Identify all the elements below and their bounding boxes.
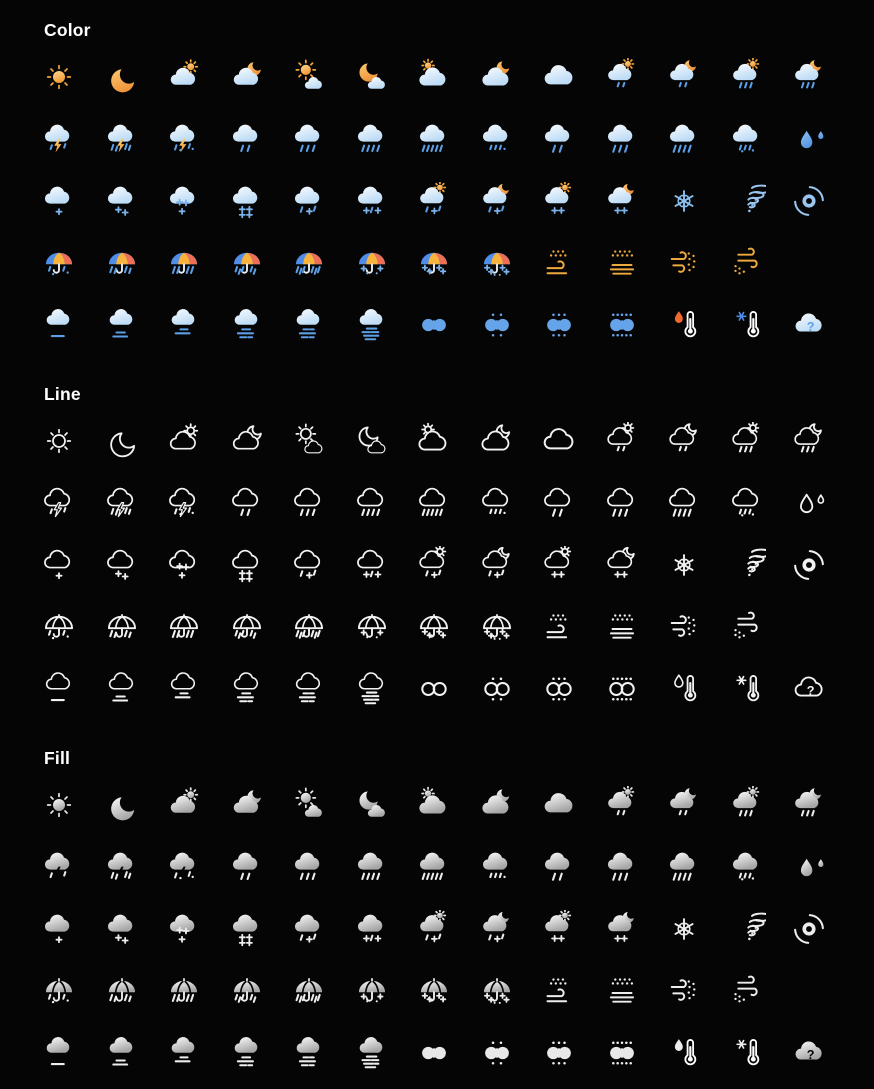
icon-grid-line: [28, 410, 874, 720]
icon-rain-fill[interactable]: [278, 836, 341, 898]
icon-moon-fill[interactable]: [91, 774, 154, 836]
icon-wind-line[interactable]: [716, 596, 779, 658]
icon-rain-night-fill[interactable]: [778, 774, 841, 836]
empty-cell: [778, 596, 841, 658]
icon-dust-storm-fill[interactable]: [591, 960, 654, 1022]
icon-umbrella-snow-heavy-color[interactable]: [466, 232, 529, 294]
icon-smog-line[interactable]: [341, 658, 404, 720]
icon-showers-light-fill[interactable]: [466, 836, 529, 898]
icon-rain-extreme-color[interactable]: [403, 108, 466, 170]
icon-sleet-night-fill[interactable]: [466, 898, 529, 960]
icon-showers-line[interactable]: [528, 472, 591, 534]
icon-umbrella-snow-fill[interactable]: [403, 960, 466, 1022]
icon-umbrella-snow-light-line[interactable]: [341, 596, 404, 658]
icon-haze-fill[interactable]: [216, 1022, 279, 1084]
icon-thunderstorm-hail-color[interactable]: [153, 108, 216, 170]
icon-umbrella-rain-line[interactable]: [91, 596, 154, 658]
icon-partly-cloudy-night-line[interactable]: [216, 410, 279, 472]
icon-smog-color[interactable]: [341, 294, 404, 356]
icon-hurricane-line[interactable]: [778, 534, 841, 596]
icon-rain-heavy-line[interactable]: [341, 472, 404, 534]
icon-umbrella-rain-light-fill[interactable]: [28, 960, 91, 1022]
icon-umbrella-downpour-line[interactable]: [216, 596, 279, 658]
section-line: [28, 382, 874, 720]
icon-weather-unknown-line[interactable]: [778, 658, 841, 720]
icon-fog-day-line[interactable]: [153, 658, 216, 720]
icon-showers-color[interactable]: [528, 108, 591, 170]
icon-showers-light-color[interactable]: [466, 108, 529, 170]
icon-overcast-day-color[interactable]: [403, 46, 466, 108]
icon-sleet-day-fill[interactable]: [403, 898, 466, 960]
icon-snow-day-fill[interactable]: [528, 898, 591, 960]
icon-partly-cloudy-night-fill[interactable]: [216, 774, 279, 836]
icon-drizzle-day-color[interactable]: [591, 46, 654, 108]
icon-grid-fill: [28, 774, 874, 1084]
icon-rain-snow-line[interactable]: [278, 534, 341, 596]
icon-snow-rain-fill[interactable]: [341, 898, 404, 960]
icon-rain-heavy-color[interactable]: [341, 108, 404, 170]
icon-mostly-clear-night-fill[interactable]: [341, 774, 404, 836]
icon-umbrella-snow-heavy-line[interactable]: [466, 596, 529, 658]
icon-blowing-snow-color[interactable]: [653, 232, 716, 294]
icon-thermometer-hot-fill[interactable]: [653, 1022, 716, 1084]
icon-downpour-fill[interactable]: [653, 836, 716, 898]
icon-snow-heavy-fill[interactable]: [153, 898, 216, 960]
icon-overcast-night-fill[interactable]: [466, 774, 529, 836]
icon-snow-line[interactable]: [91, 534, 154, 596]
icon-fog-light-color[interactable]: [28, 294, 91, 356]
icon-tornado-line[interactable]: [716, 534, 779, 596]
svg-text:?: ?: [806, 683, 815, 698]
icon-snowflake-color[interactable]: [653, 170, 716, 232]
icon-wind-fill[interactable]: [716, 960, 779, 1022]
icon-frost-heavy-color[interactable]: [591, 294, 654, 356]
icon-mist-line[interactable]: [278, 658, 341, 720]
icon-raindrops-color[interactable]: [778, 108, 841, 170]
icon-umbrella-snow-color[interactable]: [403, 232, 466, 294]
icon-partly-cloudy-day-line[interactable]: [153, 410, 216, 472]
icon-fog-light-fill[interactable]: [28, 1022, 91, 1084]
icon-frost-heavy-fill[interactable]: [591, 1022, 654, 1084]
icon-blowing-snow-line[interactable]: [653, 596, 716, 658]
icon-tornado-color[interactable]: [716, 170, 779, 232]
icon-mostly-clear-night-line[interactable]: [341, 410, 404, 472]
icon-moon-color[interactable]: [91, 46, 154, 108]
icon-snow-light-line[interactable]: [28, 534, 91, 596]
icon-partly-cloudy-day-fill[interactable]: [153, 774, 216, 836]
icon-hurricane-fill[interactable]: [778, 898, 841, 960]
icon-sleet-day-line[interactable]: [403, 534, 466, 596]
icon-showers-light-line[interactable]: [466, 472, 529, 534]
icon-rain-night-color[interactable]: [778, 46, 841, 108]
icon-thunderstorm-rain-color[interactable]: [91, 108, 154, 170]
icon-sun-line[interactable]: [28, 410, 91, 472]
icon-snow-color[interactable]: [91, 170, 154, 232]
icon-drizzle-fill[interactable]: [716, 836, 779, 898]
icon-partly-cloudy-day-color[interactable]: [153, 46, 216, 108]
icon-snow-day-line[interactable]: [528, 534, 591, 596]
icon-mostly-sunny-fill[interactable]: [278, 774, 341, 836]
icon-dust-storm-line[interactable]: [591, 596, 654, 658]
icon-showers-heavy-color[interactable]: [591, 108, 654, 170]
icon-thunderstorm-rain-line[interactable]: [91, 472, 154, 534]
icon-frost-line[interactable]: [528, 658, 591, 720]
icon-thermometer-cold-color[interactable]: [716, 294, 779, 356]
icon-thunderstorm-color[interactable]: [28, 108, 91, 170]
section-title-line: Line: [44, 384, 81, 404]
icon-snow-night-fill[interactable]: [591, 898, 654, 960]
icon-haze-color[interactable]: [216, 294, 279, 356]
icon-rain-day-line[interactable]: [716, 410, 779, 472]
icon-mostly-clear-night-color[interactable]: [341, 46, 404, 108]
icon-snow-rain-color[interactable]: [341, 170, 404, 232]
icon-thermometer-hot-line[interactable]: [653, 658, 716, 720]
icon-overcast-night-color[interactable]: [466, 46, 529, 108]
icon-umbrella-snow-light-color[interactable]: [341, 232, 404, 294]
icon-showers-heavy-fill[interactable]: [591, 836, 654, 898]
icon-thermometer-cold-fill[interactable]: [716, 1022, 779, 1084]
icon-rain-night-line[interactable]: [778, 410, 841, 472]
icon-fog-light-line[interactable]: [28, 658, 91, 720]
icon-fog-line[interactable]: [91, 658, 154, 720]
icon-drizzle-day-line[interactable]: [591, 410, 654, 472]
icon-snow-night-line[interactable]: [591, 534, 654, 596]
icon-umbrella-snow-heavy-fill[interactable]: [466, 960, 529, 1022]
svg-text:?: ?: [806, 1047, 815, 1062]
icon-umbrella-rain-heavy-fill[interactable]: [153, 960, 216, 1022]
icon-blowing-dust-color[interactable]: [528, 232, 591, 294]
icon-snow-light-color[interactable]: [28, 170, 91, 232]
icon-cloudy-fill[interactable]: [528, 774, 591, 836]
icon-dust-storm-color[interactable]: [591, 232, 654, 294]
icon-snow-extreme-color[interactable]: [216, 170, 279, 232]
icon-thunderstorm-hail-fill[interactable]: [153, 836, 216, 898]
icon-snow-night-color[interactable]: [591, 170, 654, 232]
icon-snow-heavy-color[interactable]: [153, 170, 216, 232]
icon-blowing-dust-fill[interactable]: [528, 960, 591, 1022]
icon-drizzle-line[interactable]: [716, 472, 779, 534]
icon-umbrella-rain-heavy-line[interactable]: [153, 596, 216, 658]
icon-hurricane-color[interactable]: [778, 170, 841, 232]
icon-rain-extreme-line[interactable]: [403, 472, 466, 534]
icon-fog-color[interactable]: [91, 294, 154, 356]
icon-rain-day-fill[interactable]: [716, 774, 779, 836]
icon-umbrella-rain-heavy-color[interactable]: [153, 232, 216, 294]
icon-umbrella-downpour-color[interactable]: [216, 232, 279, 294]
icon-overcast-day-line[interactable]: [403, 410, 466, 472]
section-color: [28, 18, 874, 356]
icon-mostly-sunny-line[interactable]: [278, 410, 341, 472]
icon-downpour-line[interactable]: [653, 472, 716, 534]
icon-moon-line[interactable]: [91, 410, 154, 472]
icon-showers-fill[interactable]: [528, 836, 591, 898]
icon-raindrops-line[interactable]: [778, 472, 841, 534]
icon-cloudy-line[interactable]: [528, 410, 591, 472]
icon-showers-heavy-line[interactable]: [591, 472, 654, 534]
icon-thunderstorm-fill[interactable]: [28, 836, 91, 898]
icon-snow-day-color[interactable]: [528, 170, 591, 232]
icon-wind-color[interactable]: [716, 232, 779, 294]
icon-downpour-color[interactable]: [653, 108, 716, 170]
section-title-fill: Fill: [44, 748, 71, 768]
icon-umbrella-snow-light-fill[interactable]: [341, 960, 404, 1022]
icon-snow-light-fill[interactable]: [28, 898, 91, 960]
icon-fog-day-fill[interactable]: [153, 1022, 216, 1084]
icon-thermometer-hot-color[interactable]: [653, 294, 716, 356]
icon-umbrella-rain-light-line[interactable]: [28, 596, 91, 658]
icon-snowflake-fill[interactable]: [653, 898, 716, 960]
icon-snowflake-line[interactable]: [653, 534, 716, 596]
icon-blowing-snow-fill[interactable]: [653, 960, 716, 1022]
icon-snow-fill[interactable]: [91, 898, 154, 960]
icon-frost-fill[interactable]: [528, 1022, 591, 1084]
icon-haze-line[interactable]: [216, 658, 279, 720]
icon-rain-snow-fill[interactable]: [278, 898, 341, 960]
icon-rain-extreme-fill[interactable]: [403, 836, 466, 898]
icon-umbrella-rain-fill[interactable]: [91, 960, 154, 1022]
icon-cloudy-color[interactable]: [528, 46, 591, 108]
icon-partly-cloudy-night-color[interactable]: [216, 46, 279, 108]
icon-rain-light-line[interactable]: [216, 472, 279, 534]
icon-blowing-dust-line[interactable]: [528, 596, 591, 658]
icon-sleet-day-color[interactable]: [403, 170, 466, 232]
icon-thunderstorm-hail-line[interactable]: [153, 472, 216, 534]
icon-fog-day-color[interactable]: [153, 294, 216, 356]
icon-rain-day-color[interactable]: [716, 46, 779, 108]
icon-snow-extreme-fill[interactable]: [216, 898, 279, 960]
icon-rain-heavy-fill[interactable]: [341, 836, 404, 898]
icon-thunderstorm-rain-fill[interactable]: [91, 836, 154, 898]
empty-cell: [778, 960, 841, 1022]
icon-umbrella-storm-line[interactable]: [278, 596, 341, 658]
icon-rain-snow-color[interactable]: [278, 170, 341, 232]
icon-umbrella-rain-color[interactable]: [91, 232, 154, 294]
icon-sleet-night-color[interactable]: [466, 170, 529, 232]
icon-ice-color[interactable]: [403, 294, 466, 356]
icon-overcast-night-line[interactable]: [466, 410, 529, 472]
icon-ice-fill[interactable]: [403, 1022, 466, 1084]
icon-drizzle-night-color[interactable]: [653, 46, 716, 108]
icon-frost-heavy-line[interactable]: [591, 658, 654, 720]
icon-raindrops-fill[interactable]: [778, 836, 841, 898]
icon-snow-heavy-line[interactable]: [153, 534, 216, 596]
empty-cell: [778, 232, 841, 294]
icon-drizzle-day-fill[interactable]: [591, 774, 654, 836]
icon-overcast-day-fill[interactable]: [403, 774, 466, 836]
icon-snow-rain-line[interactable]: [341, 534, 404, 596]
section-title-color: Color: [44, 20, 91, 40]
icon-weather-unknown-fill[interactable]: [778, 1022, 841, 1084]
icon-frost-color[interactable]: [528, 294, 591, 356]
icon-weather-unknown-color[interactable]: [778, 294, 841, 356]
icon-umbrella-storm-color[interactable]: [278, 232, 341, 294]
icon-rain-color[interactable]: [278, 108, 341, 170]
icon-rain-line[interactable]: [278, 472, 341, 534]
icon-frost-light-fill[interactable]: [466, 1022, 529, 1084]
icon-thunderstorm-line[interactable]: [28, 472, 91, 534]
icon-sleet-night-line[interactable]: [466, 534, 529, 596]
icon-frost-light-color[interactable]: [466, 294, 529, 356]
section-fill: [28, 746, 874, 1084]
icon-sun-color[interactable]: [28, 46, 91, 108]
icon-mist-fill[interactable]: [278, 1022, 341, 1084]
icon-mist-color[interactable]: [278, 294, 341, 356]
icon-sun-fill[interactable]: [28, 774, 91, 836]
icon-snow-extreme-line[interactable]: [216, 534, 279, 596]
icon-ice-line[interactable]: [403, 658, 466, 720]
svg-text:?: ?: [806, 319, 815, 334]
icon-umbrella-rain-light-color[interactable]: [28, 232, 91, 294]
icon-smog-fill[interactable]: [341, 1022, 404, 1084]
icon-thermometer-cold-line[interactable]: [716, 658, 779, 720]
icon-frost-light-line[interactable]: [466, 658, 529, 720]
icon-rain-light-fill[interactable]: [216, 836, 279, 898]
icon-mostly-sunny-color[interactable]: [278, 46, 341, 108]
icon-rain-light-color[interactable]: [216, 108, 279, 170]
icon-drizzle-night-fill[interactable]: [653, 774, 716, 836]
icon-umbrella-downpour-fill[interactable]: [216, 960, 279, 1022]
icon-umbrella-storm-fill[interactable]: [278, 960, 341, 1022]
icon-grid-color: [28, 46, 874, 356]
icon-tornado-fill[interactable]: [716, 898, 779, 960]
icon-fog-fill[interactable]: [91, 1022, 154, 1084]
icon-drizzle-color[interactable]: [716, 108, 779, 170]
icon-umbrella-snow-line[interactable]: [403, 596, 466, 658]
icon-drizzle-night-line[interactable]: [653, 410, 716, 472]
